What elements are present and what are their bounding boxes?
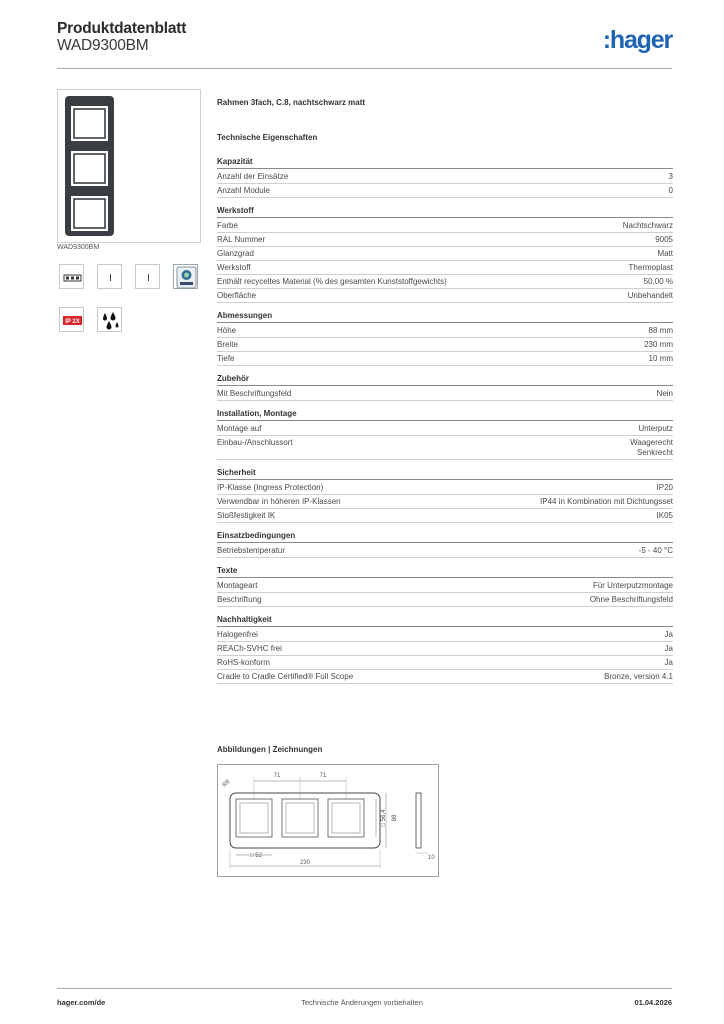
spec-value: Nein bbox=[656, 389, 673, 398]
spec-section bbox=[217, 310, 673, 366]
water-drops-icon bbox=[97, 307, 122, 332]
spec-label: RAL Nummer bbox=[217, 235, 266, 244]
spec-label: Betriebstemperatur bbox=[217, 546, 286, 555]
product-description: Rahmen 3fach, C.8, nachtschwarz matt bbox=[217, 98, 366, 107]
spec-section-title: Texte bbox=[217, 565, 673, 578]
spec-section bbox=[217, 565, 673, 607]
spec-label: Verwendbar in höheren IP-Klassen bbox=[217, 497, 341, 506]
spec-section bbox=[217, 205, 673, 303]
footer-date: 01.04.2026 bbox=[634, 998, 672, 1007]
spec-value: Für Unterputzmontage bbox=[592, 581, 673, 590]
drawings-title: Abbildungen | Zeichnungen bbox=[217, 745, 323, 754]
footer-website[interactable]: hager.com/de bbox=[57, 998, 106, 1007]
spec-row bbox=[217, 387, 673, 401]
spec-label: Halogenfrei bbox=[217, 630, 258, 639]
dim-pitch-2: 71 bbox=[319, 773, 327, 779]
spec-value: 0 bbox=[668, 186, 673, 195]
spec-value: 50,00 % bbox=[643, 277, 673, 286]
spec-row bbox=[217, 422, 673, 436]
spec-row bbox=[217, 579, 673, 593]
spec-label: Cradle to Cradle Certified® Full Scope bbox=[217, 672, 354, 681]
spec-row bbox=[217, 481, 673, 495]
hager-logo: :hager bbox=[602, 26, 672, 54]
spec-row bbox=[217, 184, 673, 198]
tech-specs-title: Technische Eigenschaften bbox=[217, 133, 318, 142]
dim-corner-radius: R8 bbox=[221, 778, 232, 789]
spec-section bbox=[217, 156, 673, 198]
spec-label: Enthält recyceltes Material (% des gesamten Kunststoffgewichts) bbox=[217, 277, 447, 286]
spec-value: Ja bbox=[664, 658, 673, 667]
spec-row bbox=[217, 352, 673, 366]
spec-label: Anzahl der Einsätze bbox=[217, 172, 289, 181]
spec-value: Nachtschwarz bbox=[622, 221, 673, 230]
dim-inner-height: □ 56,4 bbox=[381, 809, 387, 827]
spec-label: Farbe bbox=[217, 221, 238, 230]
spec-value: Ja bbox=[664, 630, 673, 639]
spec-value: Thermoplast bbox=[628, 263, 673, 272]
ip-rating-label: IP 2X bbox=[65, 319, 80, 325]
spec-row bbox=[217, 170, 673, 184]
spec-section bbox=[217, 408, 673, 460]
spec-row bbox=[217, 593, 673, 607]
spec-row bbox=[217, 642, 673, 656]
spec-label: Einbau-/Anschlussort bbox=[217, 438, 293, 447]
product-image-caption: WAD9300BM bbox=[57, 244, 100, 251]
vertical-mounting-icon bbox=[97, 264, 122, 289]
spec-label: REACh-SVHC frei bbox=[217, 644, 282, 653]
spec-value: Unterputz bbox=[638, 424, 673, 433]
spec-section bbox=[217, 530, 673, 558]
three-gang-icon bbox=[59, 264, 84, 289]
spec-section bbox=[217, 373, 673, 401]
spec-section-title: Abmessungen bbox=[217, 310, 673, 323]
spec-label: Montage auf bbox=[217, 424, 262, 433]
spec-label: Montageart bbox=[217, 581, 258, 590]
spec-section-title: Sicherheit bbox=[217, 467, 673, 480]
spec-value: IP20 bbox=[656, 483, 673, 492]
page-title: Produktdatenblatt bbox=[57, 20, 187, 37]
spec-label: Tiefe bbox=[217, 354, 235, 363]
spec-section-title: Werkstoff bbox=[217, 205, 673, 218]
spec-value: Waagerecht Senkrecht bbox=[630, 438, 673, 457]
spec-row bbox=[217, 509, 673, 523]
spec-section bbox=[217, 467, 673, 523]
spec-section-title: Installation, Montage bbox=[217, 408, 673, 421]
spec-value: Ohne Beschriftungsfeld bbox=[589, 595, 673, 604]
spec-value: 230 mm bbox=[644, 340, 673, 349]
cradle-to-cradle-icon bbox=[173, 264, 198, 289]
spec-row bbox=[217, 261, 673, 275]
ip-rating-icon bbox=[59, 307, 84, 332]
spec-label: Mit Beschriftungsfeld bbox=[217, 389, 292, 398]
spec-row bbox=[217, 436, 673, 460]
footer-note: Technische Änderungen vorbehalten bbox=[301, 998, 423, 1007]
spec-label: Werkstoff bbox=[217, 263, 251, 272]
spec-value: IP44 in Kombination mit Dichtungsset bbox=[540, 497, 673, 506]
spec-label: RoHS-konform bbox=[217, 658, 270, 667]
spec-row bbox=[217, 233, 673, 247]
product-image bbox=[57, 89, 201, 243]
spec-section-title: Einsatzbedingungen bbox=[217, 530, 673, 543]
spec-label: Breite bbox=[217, 340, 238, 349]
spec-row bbox=[217, 289, 673, 303]
spec-sections bbox=[217, 156, 673, 684]
header-divider bbox=[57, 68, 672, 69]
spec-label: Glanzgrad bbox=[217, 249, 254, 258]
dim-opening: □ 52 bbox=[250, 853, 262, 859]
spec-row bbox=[217, 656, 673, 670]
dim-depth: 10 bbox=[428, 855, 435, 861]
spec-row bbox=[217, 324, 673, 338]
technical-drawing bbox=[217, 764, 439, 877]
spec-row bbox=[217, 495, 673, 509]
spec-label: Anzahl Module bbox=[217, 186, 270, 195]
spec-value: Unbehandelt bbox=[627, 291, 673, 300]
spec-value: 3 bbox=[668, 172, 673, 181]
footer-divider bbox=[57, 988, 672, 989]
dim-height: 88 bbox=[392, 814, 398, 822]
spec-value: Bronze, version 4.1 bbox=[604, 672, 673, 681]
spec-label: Beschriftung bbox=[217, 595, 262, 604]
spec-row bbox=[217, 338, 673, 352]
spec-value: IK05 bbox=[656, 511, 673, 520]
vertical-mounting-icon bbox=[135, 264, 160, 289]
spec-value: -5 - 40 °C bbox=[638, 546, 673, 555]
product-code: WAD9300BM bbox=[57, 37, 149, 54]
spec-row bbox=[217, 544, 673, 558]
spec-section-title: Kapazität bbox=[217, 156, 673, 169]
spec-section-title: Nachhaltigkeit bbox=[217, 614, 673, 627]
spec-value: 88 mm bbox=[648, 326, 673, 335]
spec-content bbox=[217, 98, 673, 691]
spec-label: IP-Klasse (Ingress Protection) bbox=[217, 483, 324, 492]
spec-value: Matt bbox=[657, 249, 673, 258]
dim-width: 230 bbox=[299, 860, 311, 866]
spec-value: 9005 bbox=[655, 235, 673, 244]
spec-label: Stoßfestigkeit IK bbox=[217, 511, 276, 520]
spec-row bbox=[217, 670, 673, 684]
spec-row bbox=[217, 219, 673, 233]
spec-section-title: Zubehör bbox=[217, 373, 673, 386]
spec-label: Höhe bbox=[217, 326, 237, 335]
spec-value: Ja bbox=[664, 644, 673, 653]
spec-row bbox=[217, 628, 673, 642]
dim-pitch-1: 71 bbox=[273, 773, 281, 779]
spec-row bbox=[217, 275, 673, 289]
spec-label: Oberfläche bbox=[217, 291, 257, 300]
spec-row bbox=[217, 247, 673, 261]
spec-value: 10 mm bbox=[648, 354, 673, 363]
spec-section bbox=[217, 614, 673, 684]
